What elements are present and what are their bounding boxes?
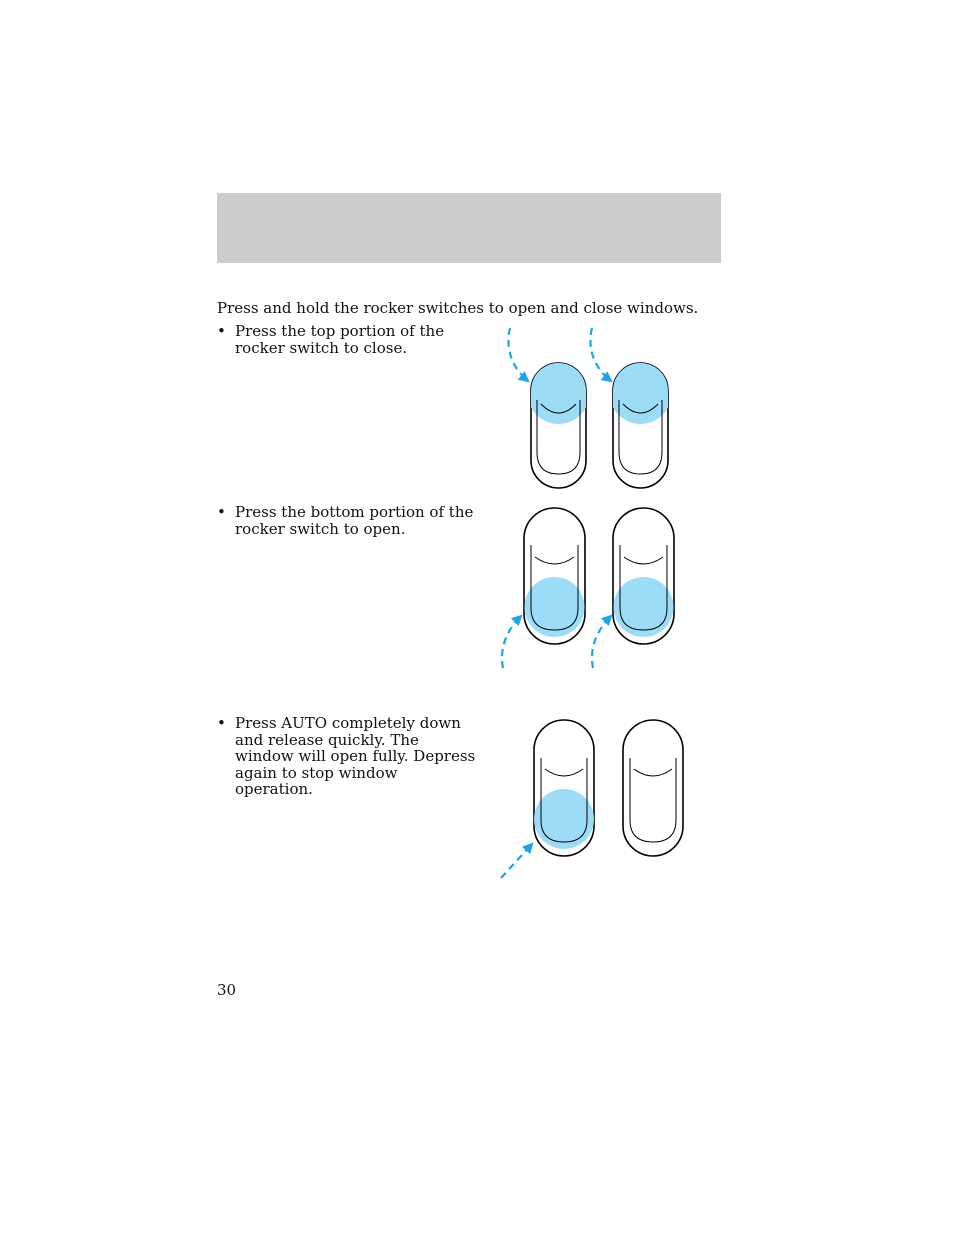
rocker-switch-auto-left [534,720,594,856]
rocker-switch-open-left [524,508,585,644]
bullet-text: Press AUTO completely down and release quickly. The window will open fully. Depress again to stop window operation. [235,714,476,798]
rocker-switch-open-right [613,508,674,644]
bullet-dot: • [217,322,226,340]
press-arrow-close-right [590,328,611,381]
press-arrow-auto [501,844,532,878]
bullet-dot: • [217,503,226,521]
bullet-text: Press the bottom portion of the rocker switch to open. [235,503,474,538]
bullet-text: Press the top portion of the rocker switch to close. [235,322,445,357]
press-arrow-open-left [502,616,521,668]
rocker-switch-close-left [528,362,590,488]
press-arrow-open-right [592,616,611,668]
intro-text: Press and hold the rocker switches to open and close windows. [217,299,699,317]
bullet-dot: • [217,714,226,732]
press-arrow-close-left [508,328,528,381]
page-number: 30 [217,981,237,999]
rocker-switch-close-right [610,362,672,488]
rocker-switch-auto-right [623,720,683,856]
